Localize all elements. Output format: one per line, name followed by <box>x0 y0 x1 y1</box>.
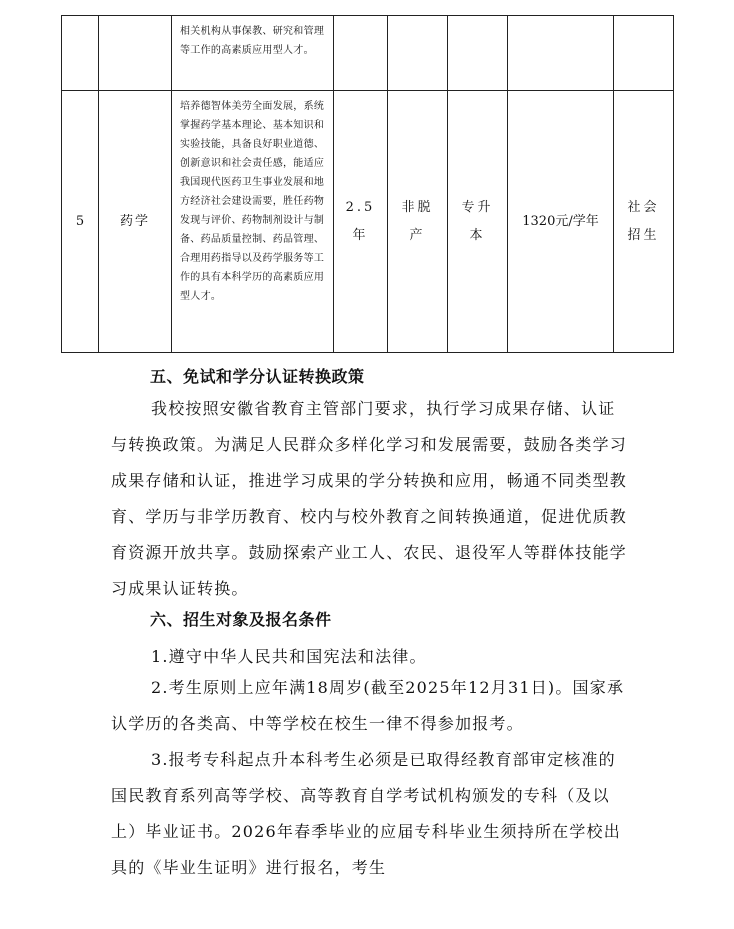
condition-3: 3.报考专科起点升本科考生必须是已取得经教育部审定核准的国民教育系列高等学校、高等教育自学考试机构颁发的专科（及以上）毕业证书。2026年春季毕业的应届专科毕业生须持所在学校出具的《毕业生证明》进行报名，考生 <box>111 750 621 877</box>
cell-major-prev <box>99 16 172 91</box>
cell-major: 药学 <box>99 91 172 353</box>
cell-index-prev <box>62 16 99 91</box>
cell-index: 5 <box>62 91 99 353</box>
table-row-previous <box>62 16 674 91</box>
cell-duration <box>334 91 388 353</box>
table-row <box>62 91 674 353</box>
condition-2: 2.考生原则上应年满18周岁(截至2025年12月31日)。国家承认学历的各类高、中等学校在校生一律不得参加报考。 <box>111 678 625 733</box>
cell-tuition: 1320元/学年 <box>508 91 614 353</box>
majors-table <box>61 15 674 353</box>
section-5-paragraph: 我校按照安徽省教育主管部门要求，执行学习成果存储、认证与转换政策。为满足人民群众多样化学习和发展需要，鼓励各类学习成果存储和认证，推进学习成果的学分转换和应用，畅通不同类型教育、学历与非学历教育、校内与校外教育之间转换通道，促进优质教育资源开放共享。鼓励探索产业工人、农民、退役军人等群体技能学习成果认证转换。 <box>111 399 628 598</box>
cell-description-prev: 相关机构从事保教、研究和管理等工作的高素质应用型人才。 <box>172 16 334 91</box>
cell-level <box>448 91 508 353</box>
section-5-title: 五、免试和学分认证转换政策 <box>150 367 365 386</box>
cell-description: 培养德智体美劳全面发展，系统掌握药学基本理论、基本知识和实验技能，具备良好职业道德、创新意识和社会责任感，能适应我国现代医药卫生事业发展和地方经济社会建设需要，胜任药物发现与评价、药物制剂设计与制备、药品质量控制、药品管理、合理用药指导以及药学服务等工作的具有本科学历的高素质应用型人才。 <box>172 91 334 353</box>
duration-value: 2.5年 <box>345 199 376 243</box>
condition-1: 1.遵守中华人民共和国宪法和法律。 <box>151 647 427 666</box>
section-6-title: 六、招生对象及报名条件 <box>150 610 332 629</box>
enrollment-value: 社会招生 <box>627 199 660 243</box>
study-mode-value: 非脱产 <box>401 199 434 243</box>
cell-study-mode <box>388 91 448 353</box>
level-value: 专升本 <box>461 199 494 243</box>
cell-enrollment <box>614 91 674 353</box>
